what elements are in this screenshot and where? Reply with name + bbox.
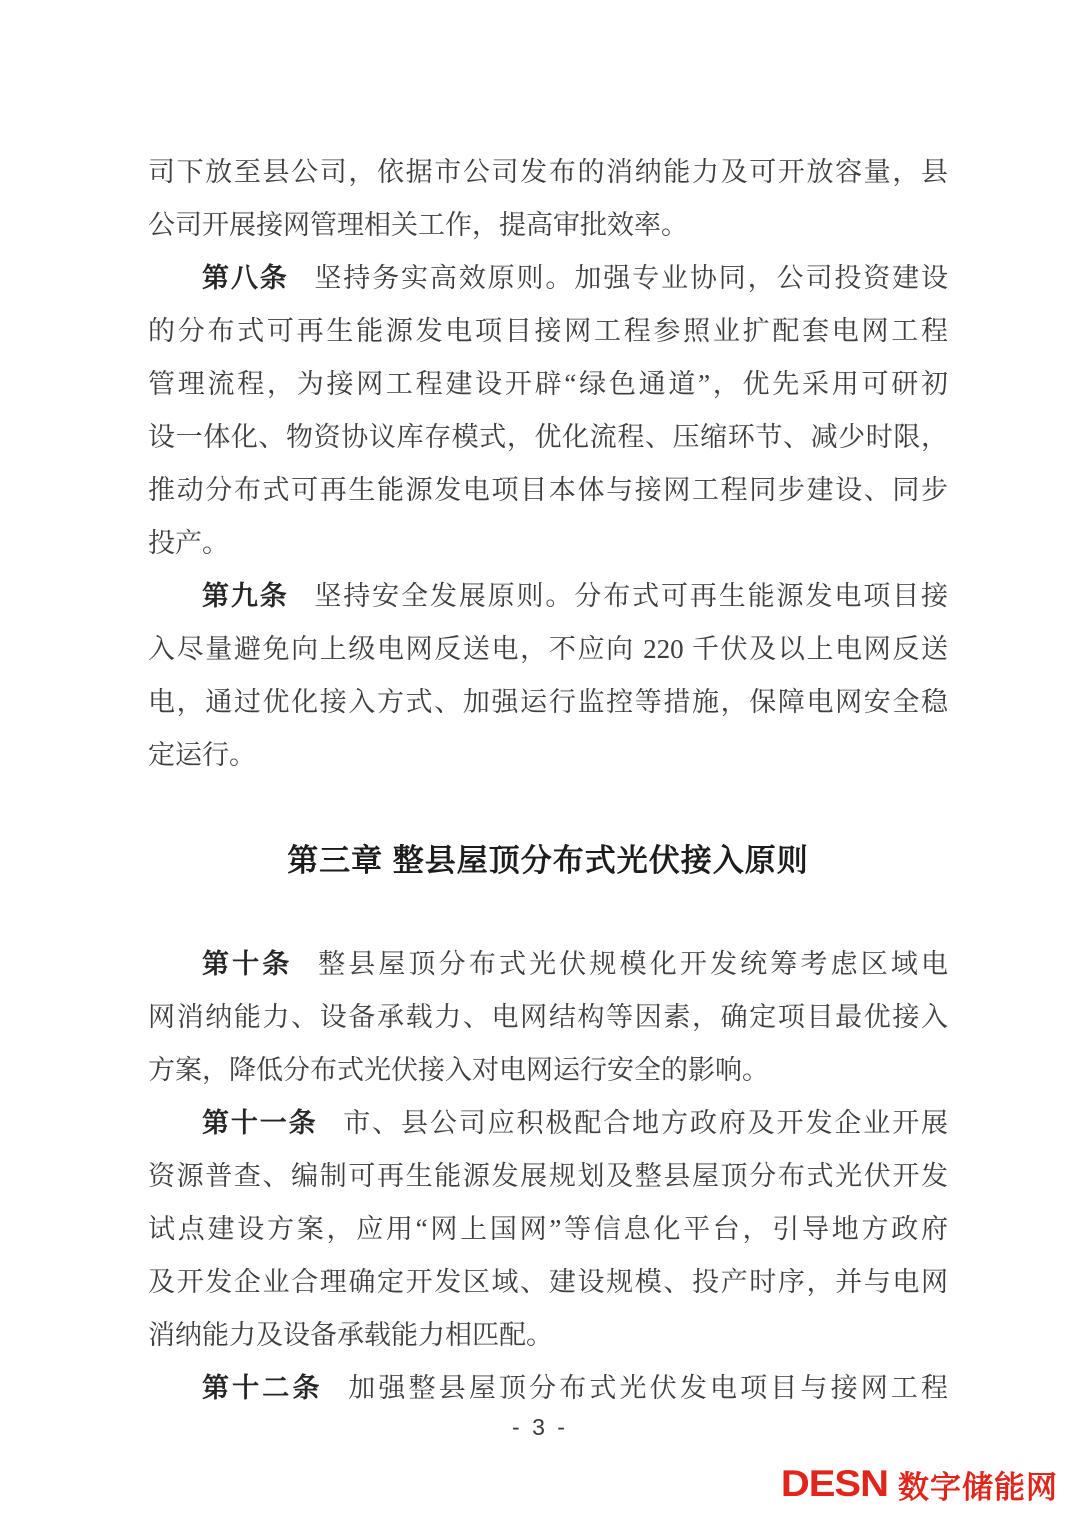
page-number: - 3 -	[512, 1414, 568, 1440]
body-line	[148, 1097, 948, 1150]
line-text: 市、县公司应积极配合地方政府及开发企业开展	[343, 1108, 948, 1138]
body-line	[148, 146, 948, 199]
body-line	[148, 1362, 948, 1415]
body-line	[148, 464, 948, 517]
line-text: 司下放至县公司，依据市公司发布的消纳能力及可开放容量，县	[148, 157, 948, 187]
body-line	[148, 1150, 948, 1203]
body-line	[148, 991, 948, 1044]
line-text: 试点建设方案，应用“网上国网”等信息化平台，引导地方政府	[148, 1214, 948, 1244]
paragraph	[148, 938, 948, 1097]
paragraph	[148, 1362, 948, 1415]
body-line	[148, 252, 948, 305]
body-line	[148, 570, 948, 623]
line-text: 公司开展接网管理相关工作，提高审批效率。	[148, 210, 688, 240]
body-line	[148, 623, 948, 676]
body-line	[148, 199, 948, 252]
line-text: 电，通过优化接入方式、加强运行监控等措施，保障电网安全稳	[148, 687, 948, 717]
body-line	[148, 517, 948, 570]
line-text: 及开发企业合理确定开发区域、建设规模、投产时序，并与电网	[148, 1267, 948, 1297]
chapter-heading: 第三章 整县屋顶分布式光伏接入原则	[287, 843, 809, 878]
article-number-label: 第十二条	[202, 1373, 323, 1403]
line-text: 推动分布式可再生能源发电项目本体与接网工程同步建设、同步	[148, 475, 948, 505]
paragraph	[148, 1097, 948, 1362]
body-line	[148, 676, 948, 729]
article-number-label: 第九条	[202, 581, 289, 611]
document-body	[148, 146, 948, 1415]
article-number-label: 第十一条	[202, 1108, 318, 1138]
body-line	[148, 1256, 948, 1309]
line-text: 加强整县屋顶分布式光伏发电项目与接网工程	[348, 1373, 948, 1403]
line-text: 整县屋顶分布式光伏规模化开发统筹考虑区域电	[318, 949, 948, 979]
line-text: 入尽量避免向上级电网反送电，不应向 220 千伏及以上电网反送	[148, 634, 948, 664]
body-line	[148, 411, 948, 464]
paragraph	[148, 570, 948, 782]
line-text: 坚持安全发展原则。分布式可再生能源发电项目接	[314, 581, 948, 611]
body-line	[148, 305, 948, 358]
desn-logo-cjk: 数字储能网	[898, 1470, 1058, 1505]
line-text: 设一体化、物资协议库存模式，优化流程、压缩环节、减少时限，	[148, 422, 948, 452]
article-number-label: 第十条	[202, 949, 293, 979]
line-text: 网消纳能力、设备承载力、电网结构等因素，确定项目最优接入	[148, 1002, 948, 1032]
paragraph	[148, 146, 948, 252]
line-text: 管理流程，为接网工程建设开辟“绿色通道”，优先采用可研初	[148, 369, 948, 399]
desn-logo	[781, 1462, 1058, 1507]
body-line	[148, 1044, 948, 1097]
line-text: 方案，降低分布式光伏接入对电网运行安全的影响。	[148, 1055, 769, 1085]
line-text: 消纳能力及设备承载能力相匹配。	[148, 1320, 553, 1350]
body-line	[148, 1309, 948, 1362]
body-line	[148, 729, 948, 782]
line-text: 定运行。	[148, 740, 256, 770]
line-text: 坚持务实高效原则。加强专业协同，公司投资建设	[314, 263, 948, 293]
body-line	[148, 938, 948, 991]
paragraph	[148, 252, 948, 570]
line-text: 资源普查、编制可再生能源发展规划及整县屋顶分布式光伏开发	[148, 1161, 948, 1191]
article-number-label: 第八条	[202, 263, 289, 293]
line-text: 的分布式可再生能源发电项目接网工程参照业扩配套电网工程	[148, 316, 948, 346]
body-line	[148, 358, 948, 411]
line-text: 投产。	[148, 528, 229, 558]
body-line	[148, 1203, 948, 1256]
desn-logo-latin: DESN	[780, 1463, 888, 1505]
